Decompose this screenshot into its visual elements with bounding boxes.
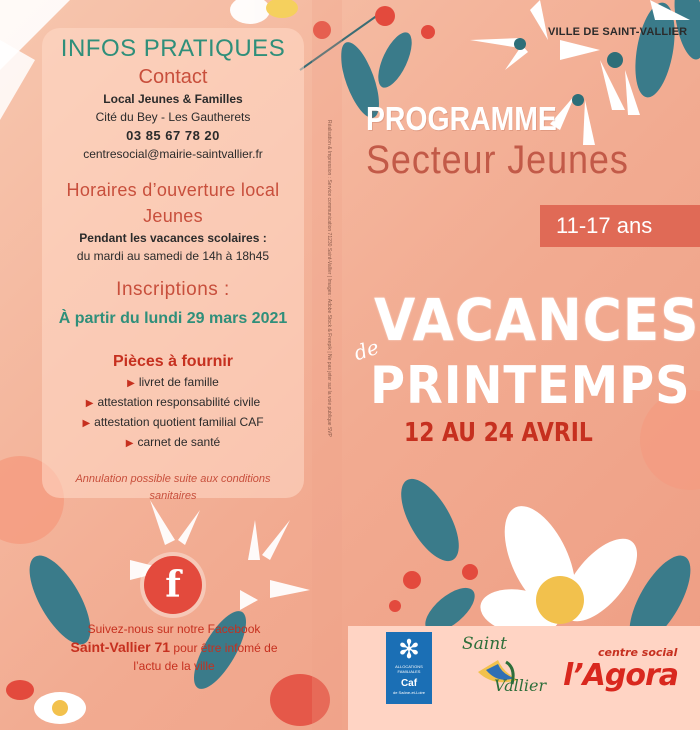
caf-sub-text: de Saône-et-Loire [392,690,426,695]
follow-line3: l’actu de la ville [133,659,215,673]
city-name: VILLE DE SAINT-VALLIER [548,26,688,38]
piece-label: carnet de santé [137,435,221,449]
dates-title: 12 AU 24 AVRIL [404,418,593,448]
pieces-title: Pièces à fournir [112,353,234,370]
agora-logo: l’Agora [563,658,679,693]
saint-vallier-saint: Saint [462,634,507,654]
horaires-hours: du mardi au samedi de 14h à 18h45 [76,249,270,263]
facebook-letter: f [165,564,181,606]
piece-label: livret de famille [138,375,219,389]
follow-line1: Suivez-nous sur notre Facebook [87,622,261,636]
horaires-period: Pendant les vacances scolaires : [79,231,267,245]
piece-item [42,373,304,393]
contact-title: Contact [138,66,208,88]
de-word: de [350,334,382,366]
piece-item [42,393,304,413]
facebook-follow [40,620,308,675]
fold-credits-text: Réalisation & Impression : Service communication 71230 Saint-Vallier | Images : Adobe Stock & Freepik | Ne pas jeter sur la voie publique SVP [326,120,332,437]
piece-item [42,413,304,433]
contact-phone[interactable]: 03 85 67 78 20 [126,128,220,143]
inscriptions-title: Inscriptions : [116,279,230,300]
top-flower [230,0,298,24]
agora-subtitle: centre social [598,646,678,659]
caf-name: Caf [400,678,418,689]
printemps-title: PRINTEMPS [370,356,691,416]
piece-item [42,433,304,453]
contact-email[interactable]: centresocial@mairie-saintvallier.fr [83,147,263,161]
fold-credits [312,120,340,437]
annulation-note: Annulation possible suite aux conditions sanitaires [75,473,271,502]
programme-title: PROGRAMME [366,100,557,137]
caf-logo [386,632,432,704]
left-white-triangle [0,40,35,120]
bottom-right-flower [477,496,651,641]
infos-title: INFOS PRATIQUES [60,35,286,62]
piece-label: attestation quotient familial CAF [94,415,264,429]
saint-vallier-vallier: Vallier [494,676,547,695]
inscriptions-date: À partir du lundi 29 mars 2021 [58,310,288,327]
secteur-title: Secteur Jeunes [366,138,629,182]
contact-address: Cité du Bey - Les Gautherets [95,110,251,124]
caf-small-text: ALLOCATIONS FAMILIALES [395,664,423,674]
caf-star-icon: ✻ [398,634,420,664]
follow-line2 [40,638,308,657]
info-panel [42,34,304,505]
piece-label: attestation responsabilité civile [97,395,261,409]
arrow-right-icon: ▶ [82,418,91,429]
horaires-title-line1: Horaires d’ouverture local [66,180,280,200]
horaires-title [42,177,304,229]
arrow-right-icon: ▶ [85,398,94,409]
saint-vallier-logo [458,632,548,702]
contact-name: Local Jeunes & Familles [103,92,243,106]
arrow-right-icon: ▶ [127,378,135,389]
facebook-icon[interactable] [144,556,202,614]
follow-line2-rest: pour être infomé de [170,641,278,655]
horaires-title-line2: Jeunes [143,206,203,226]
facebook-page-name[interactable]: Saint-Vallier 71 [70,639,171,655]
age-badge: 11-17 ans [540,205,700,247]
arrow-right-icon: ▶ [125,438,134,449]
vacances-title: VACANCES [374,286,700,354]
